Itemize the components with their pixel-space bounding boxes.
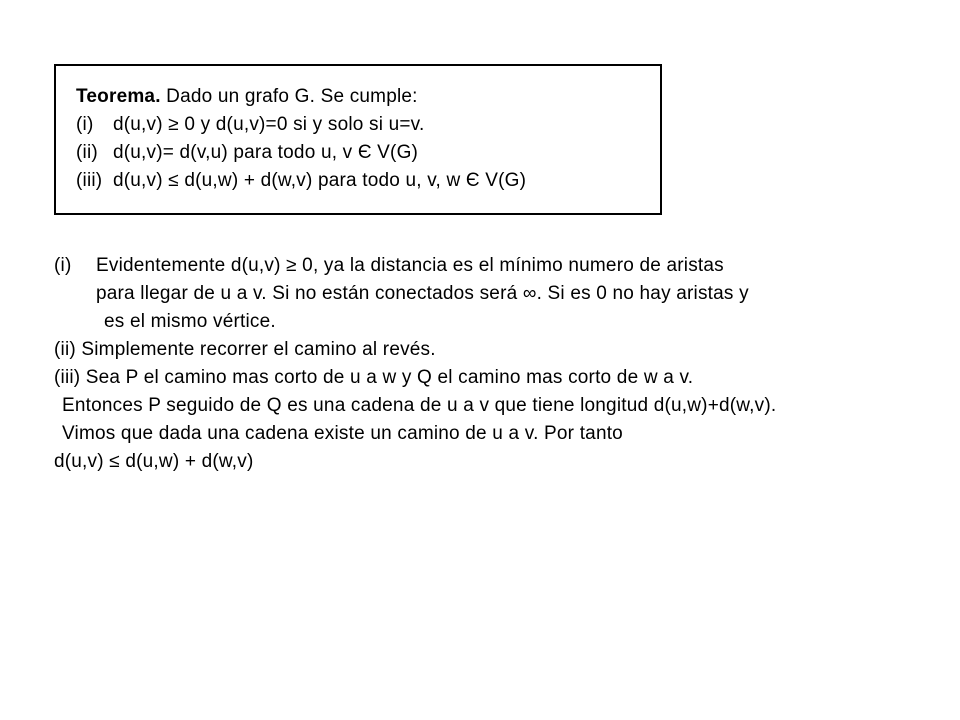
proof-line-6: Entonces P seguido de Q es una cadena de u a v que tiene longitud d(u,w)+d(w,v).	[62, 395, 777, 416]
theorem-heading: Teorema.	[76, 86, 161, 107]
theorem-item-1-marker: (i)	[76, 114, 94, 135]
proof-line-8: d(u,v) ≤ d(u,w) + d(w,v)	[54, 451, 254, 472]
theorem-item-3-text: d(u,v) ≤ d(u,w) + d(w,v) para todo u, v, w Є V(G)	[113, 170, 527, 191]
proof-line-2: para llegar de u a v. Si no están conectados será ∞. Si es 0 no hay aristas y	[96, 283, 749, 304]
theorem-item-2-text: d(u,v)= d(v,u) para todo u, v Є V(G)	[113, 142, 419, 163]
theorem-item-1-text: d(u,v) ≥ 0 y d(u,v)=0 si y solo si u=v.	[113, 114, 425, 135]
theorem-item-2-marker: (ii)	[76, 142, 98, 163]
theorem-intro: Dado un grafo G. Se cumple:	[160, 86, 418, 107]
proof-line-4: (ii) Simplemente recorrer el camino al revés.	[54, 339, 436, 360]
proof-line-3: es el mismo vértice.	[104, 311, 276, 332]
theorem-item-3-marker: (iii)	[76, 170, 103, 191]
proof-marker-i: (i)	[54, 255, 72, 276]
proof-line-7: Vimos que dada una cadena existe un camino de u a v. Por tanto	[62, 423, 623, 444]
proof-line-5: (iii) Sea P el camino mas corto de u a w y Q el camino mas corto de w a v.	[54, 367, 694, 388]
proof-line-1: Evidentemente d(u,v) ≥ 0, ya la distancia es el mínimo numero de aristas	[96, 255, 724, 276]
theorem-title-line	[76, 85, 418, 109]
